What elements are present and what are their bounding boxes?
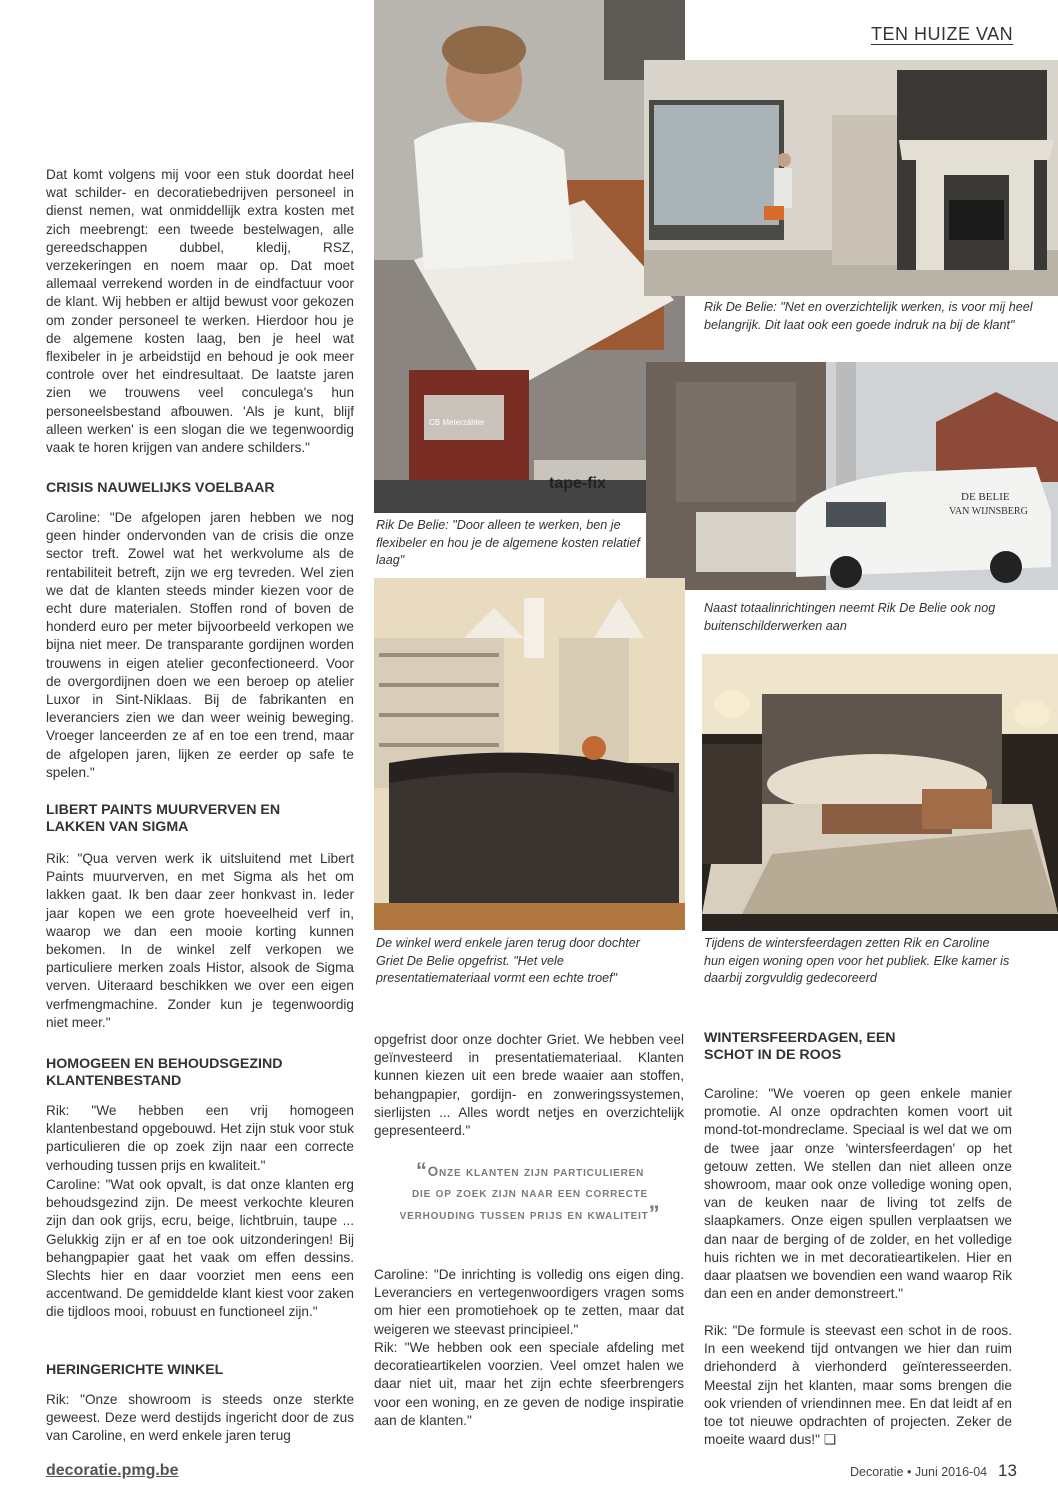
heading-wintersfeerdagen: WINTERSFEERDAGEN, EEN SCHOT IN DE ROOS (704, 1030, 896, 1063)
paragraph-caroline-inrichting: Caroline: "De inrichting is volledig ons eigen ding. Leveranciers en vertegenwoordigers vragen soms om hier een promotiehoek op te zetten, maar dat weigeren we steevast principieel." (374, 1267, 684, 1337)
paragraph-wintersfeerdagen-2-text: Rik: "De formule is steevast een schot in de roos. In een weekend tijd ontvangen we hier dan ruim driehonderd à vierhonderd geïnteresseerden. Meestal zijn het klanten, maar soms brengen die ook vrienden of vriendinnen mee. En dat leidt af en toe tot nieuwe opdrachten of projecten. Zeker de moeite waard dus!" (704, 1323, 1012, 1448)
quote-line-2: die op zoek zijn naar een correcte (412, 1185, 648, 1200)
issue-info: Decoratie • Juni 2016-04 (850, 1465, 988, 1479)
section-title: TEN HUIZE VAN (871, 24, 1014, 44)
photo-wallpapering (374, 0, 685, 513)
paragraph-wintersfeerdagen-2 (704, 1322, 1012, 1449)
photo-house-exterior (646, 362, 1058, 590)
website-link[interactable]: decoratie.pmg.be (46, 1462, 179, 1479)
pull-quote (380, 1160, 680, 1225)
end-mark-icon: ❏ (823, 1432, 836, 1448)
quote-line-1: Onze klanten zijn particulieren (427, 1164, 645, 1179)
van-name-1: DE BELIE (961, 491, 1010, 503)
caption-living-room: Rik De Belie: "Net en overzichtelijk werken, is voor mij heel belangrijk. Dit laat ook een goede indruk na bij de klant" (704, 300, 1033, 332)
caption-bedroom: Tijdens de wintersfeerdagen zetten Rik en Caroline hun eigen woning open voor het publiek. Elke kamer is daarbij zorgvuldig gedecoreerd (704, 936, 1010, 985)
paragraph-crisis: Caroline: "De afgelopen jaren hebben we nog geen hinder ondervonden van de crisis die onze sector treft. Zowel wat het werkvolume als de rentabiliteit betreft, zijn we erg tevreden. Wel zien we dat de klanten steeds minder kiezen voor de echt dure materialen. Stoffen rond of boven de honderd euro per meter bijvoorbeeld verkopen we bijna niet meer. De transparante gordijnen worden trouwens in eigen atelier geconfectioneerd. Voor de overgordijnen doen we een beroep op atelier Luxor in Sint-Niklaas. Bij de fabrikanten en leveranciers zien we dan weer weinig beweging. Vroeger lanceerden ze af en toe een trend, maar de afgelopen jaren, lijken ze eerder op safe te spelen." (46, 510, 354, 780)
caption-wallpapering: Rik De Belie: "Door alleen te werken, ben je flexibeler en hou je de algemene kosten relatief laag" (376, 518, 640, 567)
quote-line-3: verhouding tussen prijs en kwaliteit (399, 1207, 649, 1222)
quote-open-mark: “ (415, 1158, 428, 1183)
paragraph-libert: Rik: "Qua verven werk ik uitsluitend met Libert Paints muurverven, en met Sigma als het om lakken gaat. Ik ben daar zeer honkvast in. Ieder jaar kopen we een grote hoeveelheid verf in, waarop we dan een mooie korting kunnen bekomen. In de winkel zelf verkopen we particuliere merken zoals Histor, alsook de Sigma verven. Uiteraard beschikken we over een eigen verfmengmachine. Zonder kun je tegenwoordig niet meer." (46, 851, 354, 1030)
page-number: 13 (998, 1461, 1017, 1480)
meter-label: CB Meterzähler (429, 418, 485, 427)
paragraph-wintersfeerdagen-1: Caroline: "We voeren op geen enkele manier promotie. Al onze opdrachten komen voort uit mond-tot-mondreclame. Speciaal is wel dat we om de twee jaar onze 'wintersfeerdagen' op het getouw zetten. We stellen dan niet alleen onze showroom, maar ook onze volledige woning open, van de keuken naar de living tot zelfs de slaapkamers. Onze eigen spullen verplaatsen we dan naar de berging of de zolder, en het volledige huis richten we in met decoratieartikelen. Hier en daar plaatsen we bovendien een wand waarop Rik dan een en ander demonstreert." (704, 1086, 1012, 1302)
heading-libert: LIBERT PAINTS MUURVERVEN EN LAKKEN VAN SIGMA (46, 802, 281, 835)
paragraph-homogeen-2: Caroline: "Wat ook opvalt, is dat onze klanten erg behoudsgezind zijn. De meest verkochte kleuren zijn dan ook grijs, ecru, beige, lichtbruin, taupe ... Gelukkig zijn er af en toe ook uitzonderingen! Bij behangpapier gaat het vaak om effen dessins. Slechts hier en daar voorziet men eens een accentwand. De gemiddelde klant kiest voor zaken die tijdloos mooi, robuust en functioneel zijn." (46, 1177, 354, 1320)
heading-crisis: CRISIS NAUWELIJKS VOELBAAR (46, 480, 275, 496)
heading-winkel: HERINGERICHTE WINKEL (46, 1362, 224, 1378)
paragraph-rik-decoratie: Rik: "We hebben ook een speciale afdeling met decoratieartikelen voorzien. Veel omzet halen we daar niet uit, maar het zijn echte sfeerbrengers voor een woning, en ze geven de nodige inspiratie aan de klanten." (374, 1340, 684, 1428)
tool-label: tape-fix (549, 475, 606, 492)
photo-living-room (644, 60, 1058, 296)
van-name-2: VAN WIJNSBERG (949, 506, 1028, 517)
quote-close-mark: ” (648, 1201, 661, 1226)
intro-paragraph: Dat komt volgens mij voor een stuk doordat heel wat schilder- en decoratiebedrijven personeel in dienst nemen, wat onmiddellijk extra kosten met zich meebrengt: een tweede bestelwagen, alle gereedschappen dubbel, kledij, RSZ, verzekeringen en noem maar op. Dat moet allemaal verrekend worden in de eindfactuur voor de klant. Wij hebben er altijd bewust voor gekozen om zonder personeel te werken. Hierdoor hou je de algemene kosten laag, ben je heel wat flexibeler in je arbeidstijd en behoud je ook meer controle over het eindresultaat. De laatste jaren zien we trouwens veel conculega's hun personeelsbestand afbouwen. 'Als je kunt, blijf alleen werken' is een slogan die we tegenwoordig vaak te horen krijgen van andere schilders." (46, 167, 354, 456)
photo-bedroom (702, 654, 1058, 931)
paragraph-showroom-cont: opgefrist door onze dochter Griet. We hebben veel geïnvesteerd in presentatiemateriaal. Klanten kunnen kiezen uit een brede waaier aan stoffen, behangpapier, gordijn- en zonweringssystemen, sierlijsten ... Alles wordt netjes en overzichtelijk gepresenteerd." (374, 1032, 684, 1139)
paragraph-winkel: Rik: "Onze showroom is steeds onze sterkte geweest. Deze werd destijds ingericht door de zus van Caroline, en werd enkele jaren terug (46, 1392, 354, 1444)
caption-shop: De winkel werd enkele jaren terug door dochter Griet De Belie opgefrist. "Het vele presentatiemateriaal vormt een echte troef" (376, 936, 640, 985)
caption-house: Naast totaalinrichtingen neemt Rik De Belie ook nog buitenschilderwerken aan (704, 601, 996, 633)
photo-shop-interior (374, 578, 685, 930)
paragraph-homogeen-1: Rik: "We hebben een vrij homogeen klantenbestand opgebouwd. Het zijn stuk voor stuk particulieren die op zoek zijn naar een correcte verhouding tussen prijs en kwaliteit." (46, 1103, 354, 1173)
heading-homogeen: HOMOGEEN EN BEHOUDSGEZIND KLANTENBESTAND (46, 1056, 283, 1089)
